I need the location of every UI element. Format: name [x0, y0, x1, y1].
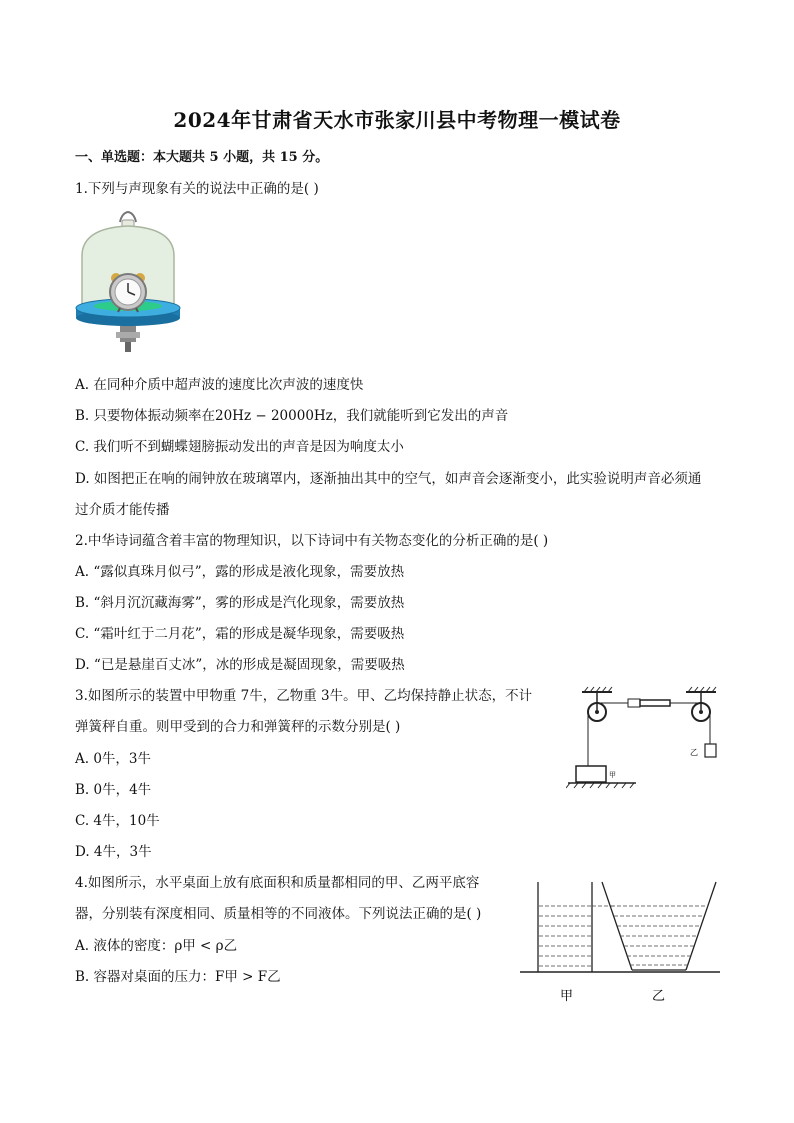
q2-option-c: C. “霜叶红于二月花”，霜的形成是凝华现象，需要吸热	[75, 626, 405, 642]
q1-option-d-line2: 过介质才能传播	[75, 502, 170, 518]
q3-stem-line2: 弹簧秤自重。则甲受到的合力和弹簧秤的示数分别是( )	[75, 719, 401, 735]
q3-option-c: C. 4牛，10牛	[75, 813, 160, 829]
bell-jar-alarm-clock-figure	[72, 208, 184, 356]
q3-stem-line1: 3.如图所示的装置中甲物重 7牛，乙物重 3牛。甲、乙均保持静止状态，不计	[75, 688, 533, 704]
section-heading: 一、单选题：本大题共 5 小题，共 15 分。	[75, 150, 329, 165]
q4-stem-line1: 4.如图所示，水平桌面上放有底面积和质量都相同的甲、乙两平底容	[75, 875, 480, 891]
q3-option-a: A. 0牛，3牛	[75, 751, 152, 767]
q2-option-b: B. “斜月沉沉藏海雾”，雾的形成是汽化现象，需要放热	[75, 595, 405, 611]
fig3-label-yi: 乙	[690, 748, 698, 757]
q1-option-b: B. 只要物体振动频率在20Hz − 20000Hz，我们就能听到它发出的声音	[75, 408, 509, 424]
q4-option-b: B. 容器对桌面的压力：F甲 > F乙	[75, 969, 281, 985]
containers-figure	[516, 876, 726, 1006]
q1-option-c: C. 我们听不到蝴蝶翅膀振动发出的声音是因为响度太小	[75, 439, 404, 455]
q1-option-a: A. 在同种介质中超声波的速度比次声波的速度快	[75, 377, 364, 393]
q3-option-b: B. 0牛，4牛	[75, 782, 152, 798]
q2-option-a: A. “露似真珠月似弓”，露的形成是液化现象，需要放热	[75, 564, 405, 580]
q2-option-d: D. “已是悬崖百丈冰”，冰的形成是凝固现象，需要吸热	[75, 657, 405, 673]
page-title: 2024年甘肃省天水市张家川县中考物理一模试卷	[173, 108, 621, 132]
q2-stem: 2.中华诗词蕴含着丰富的物理知识，以下诗词中有关物态变化的分析正确的是( )	[75, 533, 549, 549]
fig3-label-jia: 甲	[609, 771, 616, 779]
q3-option-d: D. 4牛，3牛	[75, 844, 152, 860]
q4-option-a: A. 液体的密度：ρ甲 < ρ乙	[75, 938, 238, 954]
fig4-label-jia: 甲	[560, 989, 574, 1004]
pulley-spring-scale-figure	[566, 682, 726, 792]
q4-stem-line2: 器，分别装有深度相同、质量相等的不同液体。下列说法正确的是( )	[75, 906, 482, 922]
fig4-label-yi: 乙	[652, 989, 666, 1004]
q1-option-d-line1: D. 如图把正在响的闹钟放在玻璃罩内，逐渐抽出其中的空气，如声音会逐渐变小，此实验说明声音必须通	[75, 471, 702, 487]
q1-stem: 1.下列与声现象有关的说法中正确的是( )	[75, 181, 319, 197]
